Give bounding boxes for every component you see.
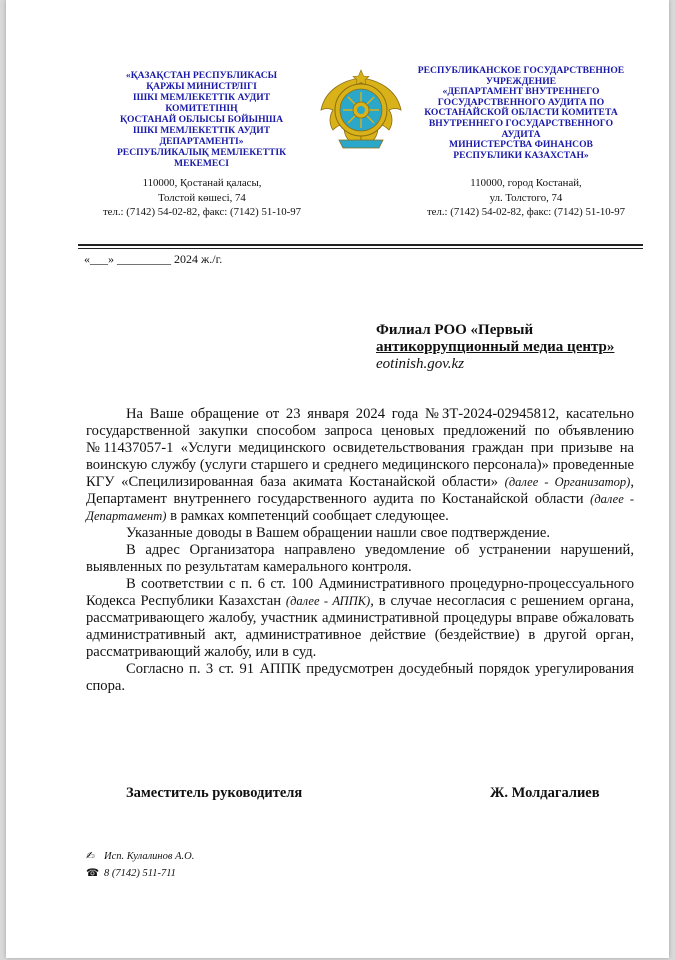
header-right-line: УЧРЕЖДЕНИЕ xyxy=(485,75,557,87)
body-note: (далее - Организатор) xyxy=(504,475,631,489)
header-left-line: «ҚАЗАҚСТАН РЕСПУБЛИКАСЫ xyxy=(125,70,278,81)
writing-hand-icon: ✍ xyxy=(86,850,95,862)
header-left-line: ІШКІ МЕМЛЕКЕТТІК АУДИТ xyxy=(132,92,271,103)
executor-name: Исп. Кулалинов А.О. xyxy=(104,851,195,862)
body-text-span: в рамках компетенций сообщает следующее. xyxy=(166,508,449,524)
contact-line: тел.: (7142) 54-02-82, факс: (7142) 51-10-97 xyxy=(426,206,626,218)
header-left-line: ДЕПАРТАМЕНТІ» xyxy=(159,136,244,147)
executor-name-row xyxy=(86,848,194,865)
header-left-line: ІШКІ МЕМЛЕКЕТТІК АУДИТ xyxy=(132,125,271,136)
header-left-address xyxy=(82,176,322,220)
header-left-line: ҚАРЖЫ МИНИСТРЛІГІ xyxy=(146,81,257,92)
letter-body xyxy=(86,406,634,695)
document-page xyxy=(6,0,669,958)
header-right-address xyxy=(406,176,646,220)
header-right-line: ГОСУДАРСТВЕННОГО АУДИТА ПО xyxy=(437,96,605,108)
document-date-line: «___» _________ 2024 ж./г. xyxy=(84,252,223,266)
header-right-line: ВНУТРЕННЕГО ГОСУДАРСТВЕННОГО xyxy=(428,117,614,129)
header-left-line: МЕКЕМЕСІ xyxy=(174,158,229,169)
executor-block xyxy=(86,848,194,882)
header-left-line: КОМИТЕТІНІҢ xyxy=(165,103,238,114)
contact-line: тел.: (7142) 54-02-82, факс: (7142) 51-10-97 xyxy=(102,206,302,218)
header-divider-thick xyxy=(78,244,643,246)
body-paragraph xyxy=(86,576,634,661)
kazakhstan-emblem-icon xyxy=(315,68,407,152)
executor-phone: 8 (7142) 511-711 xyxy=(104,868,176,879)
header-left-line: ҚОСТАНАЙ ОБЛЫСЫ БОЙЫНША xyxy=(120,114,283,125)
header-right-line: КОСТАНАЙСКОЙ ОБЛАСТИ КОМИТЕТА xyxy=(424,107,618,119)
recipient-name-line1: Филиал РОО «Первый xyxy=(376,322,534,338)
executor-phone-row xyxy=(86,865,194,882)
address-line: Толстой көшесі, 74 xyxy=(158,191,246,204)
header-right-line: «ДЕПАРТАМЕНТ ВНУТРЕННЕГО xyxy=(442,86,600,98)
header-right-line: АУДИТА xyxy=(501,128,541,140)
address-line: ул. Толстого, 74 xyxy=(489,191,563,204)
body-text-span: На Ваше обращение от 23 января 2024 года №ЗТ-2024-02945812, касательно государственной закупки способом запроса ценовых предложений по объявлению №11437057-1 «Услуги медицинского освидетельствования граждан при призыве на воинскую службу (услуги старшего и среднего медицинского персонала)» проведенные КГУ «Специлизированная база акимата Костанайской области» xyxy=(86,406,634,490)
header-left-kazakh xyxy=(94,70,309,169)
address-line: 110000, город Костанай, xyxy=(470,177,582,189)
recipient-block xyxy=(376,322,614,373)
header-divider-thin xyxy=(78,248,643,249)
body-note: (далее - Департамент) xyxy=(86,492,634,523)
header-right-line: РЕСПУБЛИКАНСКОЕ ГОСУДАРСТВЕННОЕ xyxy=(417,65,625,76)
header-right-russian xyxy=(404,66,638,161)
recipient-site: eotinish.gov.kz xyxy=(376,356,465,372)
header-right-line: МИНИСТЕРСТВА ФИНАНСОВ xyxy=(449,139,593,151)
header-left-line: РЕСПУБЛИКАЛЫҚ МЕМЛЕКЕТТІК xyxy=(116,147,287,158)
body-paragraph: В адрес Организатора направлено уведомление об устранении нарушений, выявленных по результатам камерального контроля. xyxy=(86,542,634,575)
signatory-position: Заместитель руководителя xyxy=(126,785,303,801)
body-note: (далее - АППК) xyxy=(285,594,371,608)
body-text-span: , Департамент внутреннего государственного аудита по Костанайской области xyxy=(86,474,634,507)
body-paragraph xyxy=(86,406,634,525)
signatory-name: Ж. Молдагалиев xyxy=(490,785,600,801)
header-right-line: РЕСПУБЛИКИ КАЗАХСТАН» xyxy=(453,149,589,161)
body-paragraph: Согласно п. 3 ст. 91 АППК предусмотрен досудебный порядок урегулирования спора. xyxy=(86,661,634,694)
body-paragraph: Указанные доводы в Вашем обращении нашли свое подтверждение. xyxy=(126,525,551,541)
address-line: 110000, Қостанай қаласы, xyxy=(142,177,262,189)
recipient-name-line2: антикоррупционный медиа центр» xyxy=(376,339,615,355)
body-text-span: В соответствии с п. 6 ст. 100 Административного процедурно-процессуального Кодекса Республики Казахстан xyxy=(86,576,634,609)
telephone-icon: ☎ xyxy=(86,867,100,879)
body-text-span: , в случае несогласия с решением органа, рассматривающего жалобу, участник административной процедуры вправе обжаловать административный акт, административное действие (бездействие) в другой орган, рассматривающий жалобу, или в суд. xyxy=(86,593,634,660)
